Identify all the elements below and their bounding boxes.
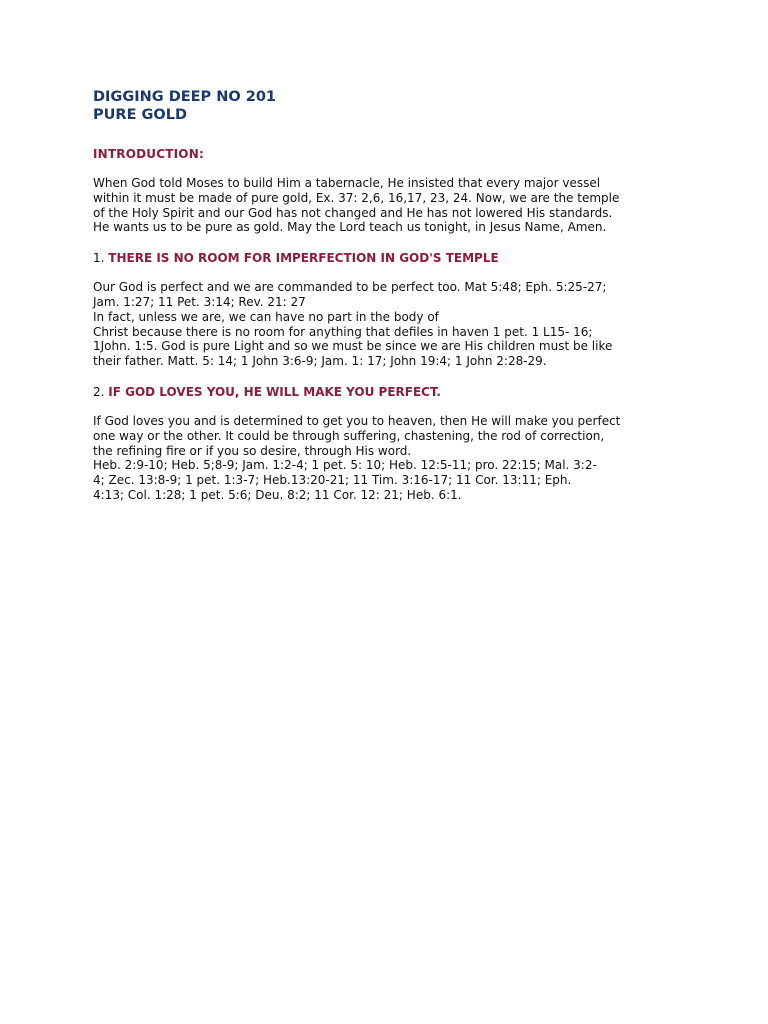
- section-2-heading: [93, 385, 683, 400]
- title-line-1: DIGGING DEEP NO 201: [93, 89, 277, 105]
- introduction-paragraph: When God told Moses to build Him a tabernacle, He insisted that every major vessel within it must be made of pure gold, Ex. 37: 2,6, 16,17, 23, 24. Now, we are the temple of the Holy Spirit and our God has not changed and He has not lowered His standards. He wants us to be pure as gold. May the Lord teach us tonight, in Jesus Name, Amen.: [93, 176, 620, 235]
- document-title: [93, 88, 683, 124]
- section-2-paragraph: If God loves you and is determined to get you to heaven, then He will make you perfect one way or the other. It could be through suffering, chastening, the rod of correction, the refining fire or if you so desire, through His word. Heb. 2:9-10; Heb. 5;8-9; Jam. 1:2-4; 1 pet. 5: 10; Heb. 12:5-11; pro. 22:15; Mal. 3:2- 4; Zec. 13:8-9; 1 pet. 1:3-7; Heb.13:20-21; 11 Tim. 3:16-17; 11 Cor. 13:11; Eph. 4:13; Col. 1:28; 1 pet. 5:6; Deu. 8:2; 11 Cor. 12: 21; Heb. 6:1.: [93, 413, 621, 502]
- section-1-heading: [93, 251, 683, 266]
- introduction-heading: INTRODUCTION:: [93, 147, 204, 161]
- section-2-number: 2.: [93, 384, 105, 399]
- section-1-paragraph: Our God is perfect and we are commanded to be perfect too. Mat 5:48; Eph. 5:25-27; Jam. 1:27; 11 Pet. 3:14; Rev. 21: 27 In fact, unless we are, we can have no part in the body of Christ because there is no room for anything that defiles in haven 1 pet. 1 L15- 16; 1John. 1:5. God is pure Light and so we must be since we are His children must be like their father. Matt. 5: 14; 1 John 3:6-9; Jam. 1: 17; John 19:4; 1 John 2:28-29.: [93, 280, 613, 369]
- section-1-title: THERE IS NO ROOM FOR IMPERFECTION IN GOD'S TEMPLE: [108, 251, 499, 266]
- document-content: [93, 88, 683, 503]
- section-1-number: 1.: [93, 251, 105, 266]
- title-line-2: PURE GOLD: [93, 107, 188, 123]
- section-2-title: IF GOD LOVES YOU, HE WILL MAKE YOU PERFECT.: [108, 384, 441, 399]
